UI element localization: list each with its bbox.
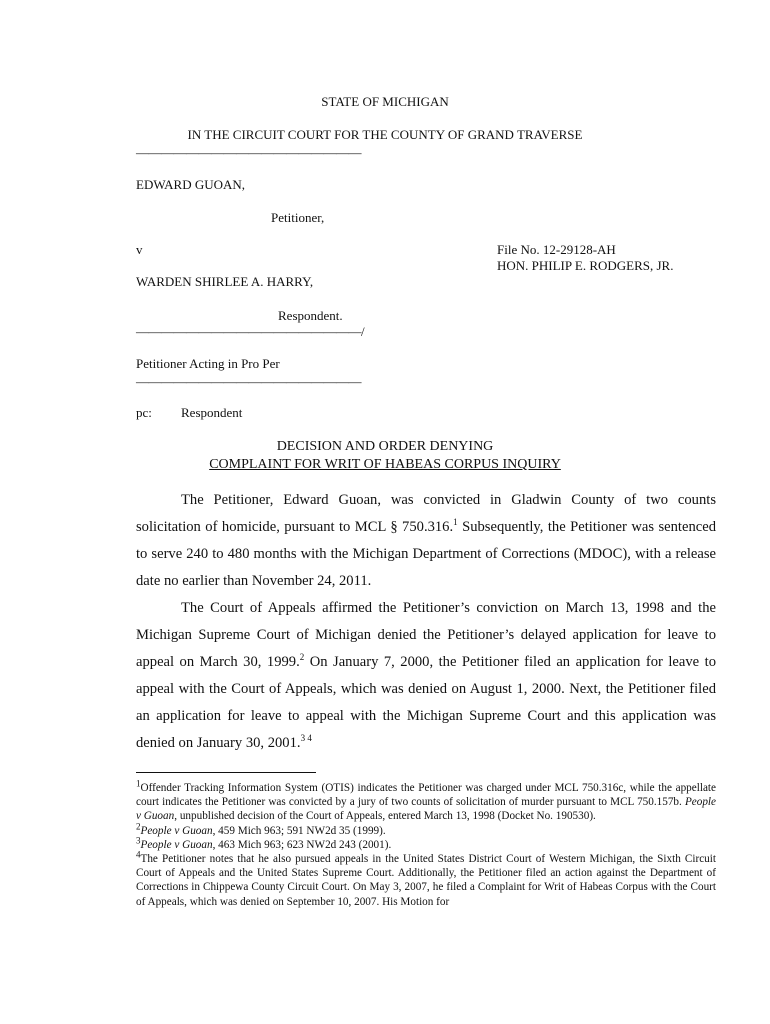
footnote-1: [136, 778, 716, 824]
footnote-3-case: People v Guoan: [140, 838, 213, 851]
paragraph-1-part-a: The Petitioner, Edward Guoan, was convicted in Gladwin County of two counts solicitation of homicide, pursuant to MCL § 750.316.: [136, 492, 716, 535]
footnote-2: [136, 820, 716, 838]
footnote-1-part-a: Offender Tracking Information System (OTIS) indicates the Petitioner was charged under MCL 750.316c, while the appellate court indicates the Petitioner was convicted by a jury of two counts of solicitation of murder pursuant to MCL 750.157b.: [136, 782, 716, 809]
footnote-separator: [136, 772, 316, 773]
footnote-ref-1: 1: [453, 517, 458, 528]
body-text: [136, 487, 716, 757]
document-title-line1: DECISION AND ORDER DENYING: [276, 439, 494, 454]
paragraph-2-part-a: The Court of Appeals affirmed the Petitioner’s conviction on March 13, 1998 and the Michigan Supreme Court of Michigan denied the Petitioner’s delayed application for leave to appeal on March 30, 1999.: [136, 600, 716, 670]
footnote-4-number: 4: [136, 849, 141, 860]
paragraph-1: [136, 487, 716, 595]
paragraph-2: [136, 595, 716, 757]
document-title-line2: [0, 456, 770, 474]
footnote-1-case: People v Guoan: [136, 796, 716, 823]
footnote-3: [136, 835, 716, 852]
caption-rule-bottom: ——————————————————: [136, 374, 361, 389]
footnote-2-number: 2: [136, 820, 141, 831]
footnote-2-citation: , 459 Mich 963; 591 NW2d 35 (1999).: [212, 824, 386, 837]
footnote-4-text: The Petitioner notes that he also pursued appeals in the United States District Court of Western Michigan, the Sixth Circuit Court of Appeals and the United States Supreme Court. Additionally, the Petitioner filed an action against the Department of Corrections in Chippewa County Circuit Court. On May 3, 2007, he filed a Complaint for Writ of Habeas Corpus with the Court of Appeals, which was denied on September 10, 2007. His Motion for: [136, 853, 716, 908]
file-number: File No. 12-29128-AH: [497, 242, 616, 257]
paragraph-2-part-b: On January 7, 2000, the Petitioner filed an application for leave to appeal with the Court of Appeals, which was denied on August 1, 2000. Next, the Petitioner filed an application for leave to appeal with the Michigan Supreme Court and this application was denied on January 30, 2001.: [136, 654, 716, 751]
footnote-ref-3-4: 3 4: [300, 733, 312, 744]
caption-rule-top: ——————————————————: [136, 145, 361, 160]
petitioner-role: Petitioner,: [271, 210, 325, 225]
versus-label: v: [136, 242, 143, 257]
document-title-line2-text: COMPLAINT FOR WRIT OF HABEAS CORPUS INQUIRY: [209, 457, 561, 472]
footnote-ref-2: 2: [299, 652, 305, 663]
footnote-3-citation: , 463 Mich 963; 623 NW2d 243 (2001).: [212, 838, 392, 851]
footnote-2-case: People v Guoan: [140, 824, 213, 837]
court-heading: IN THE CIRCUIT COURT FOR THE COUNTY OF GRAND TRAVERSE: [187, 127, 583, 142]
judge-name: HON. PHILIP E. RODGERS, JR.: [497, 258, 674, 273]
pc-label: pc:: [136, 405, 152, 420]
caption-rule-slash: ——————————————————/: [136, 324, 365, 339]
counsel-line: Petitioner Acting in Pro Per: [136, 356, 280, 371]
pc-value: Respondent: [181, 405, 243, 420]
respondent-name: WARDEN SHIRLEE A. HARRY,: [136, 274, 314, 289]
petitioner-name: EDWARD GUOAN,: [136, 177, 246, 192]
state-heading: STATE OF MICHIGAN: [321, 94, 449, 109]
footnote-1-part-b: , unpublished decision of the Court of Appeals, entered March 13, 1998 (Docket No. 190530).: [174, 810, 596, 823]
footnotes: [136, 778, 716, 909]
footnote-1-number: 1: [136, 778, 141, 789]
footnote-3-number: 3: [136, 835, 141, 846]
paragraph-1-part-b: Subsequently, the Petitioner was sentenced to serve 240 to 480 months with the Michigan Department of Corrections (MDOC), with a release date no earlier than November 24, 2011.: [136, 519, 716, 589]
footnote-4: [136, 849, 716, 909]
respondent-role: Respondent.: [278, 308, 343, 323]
